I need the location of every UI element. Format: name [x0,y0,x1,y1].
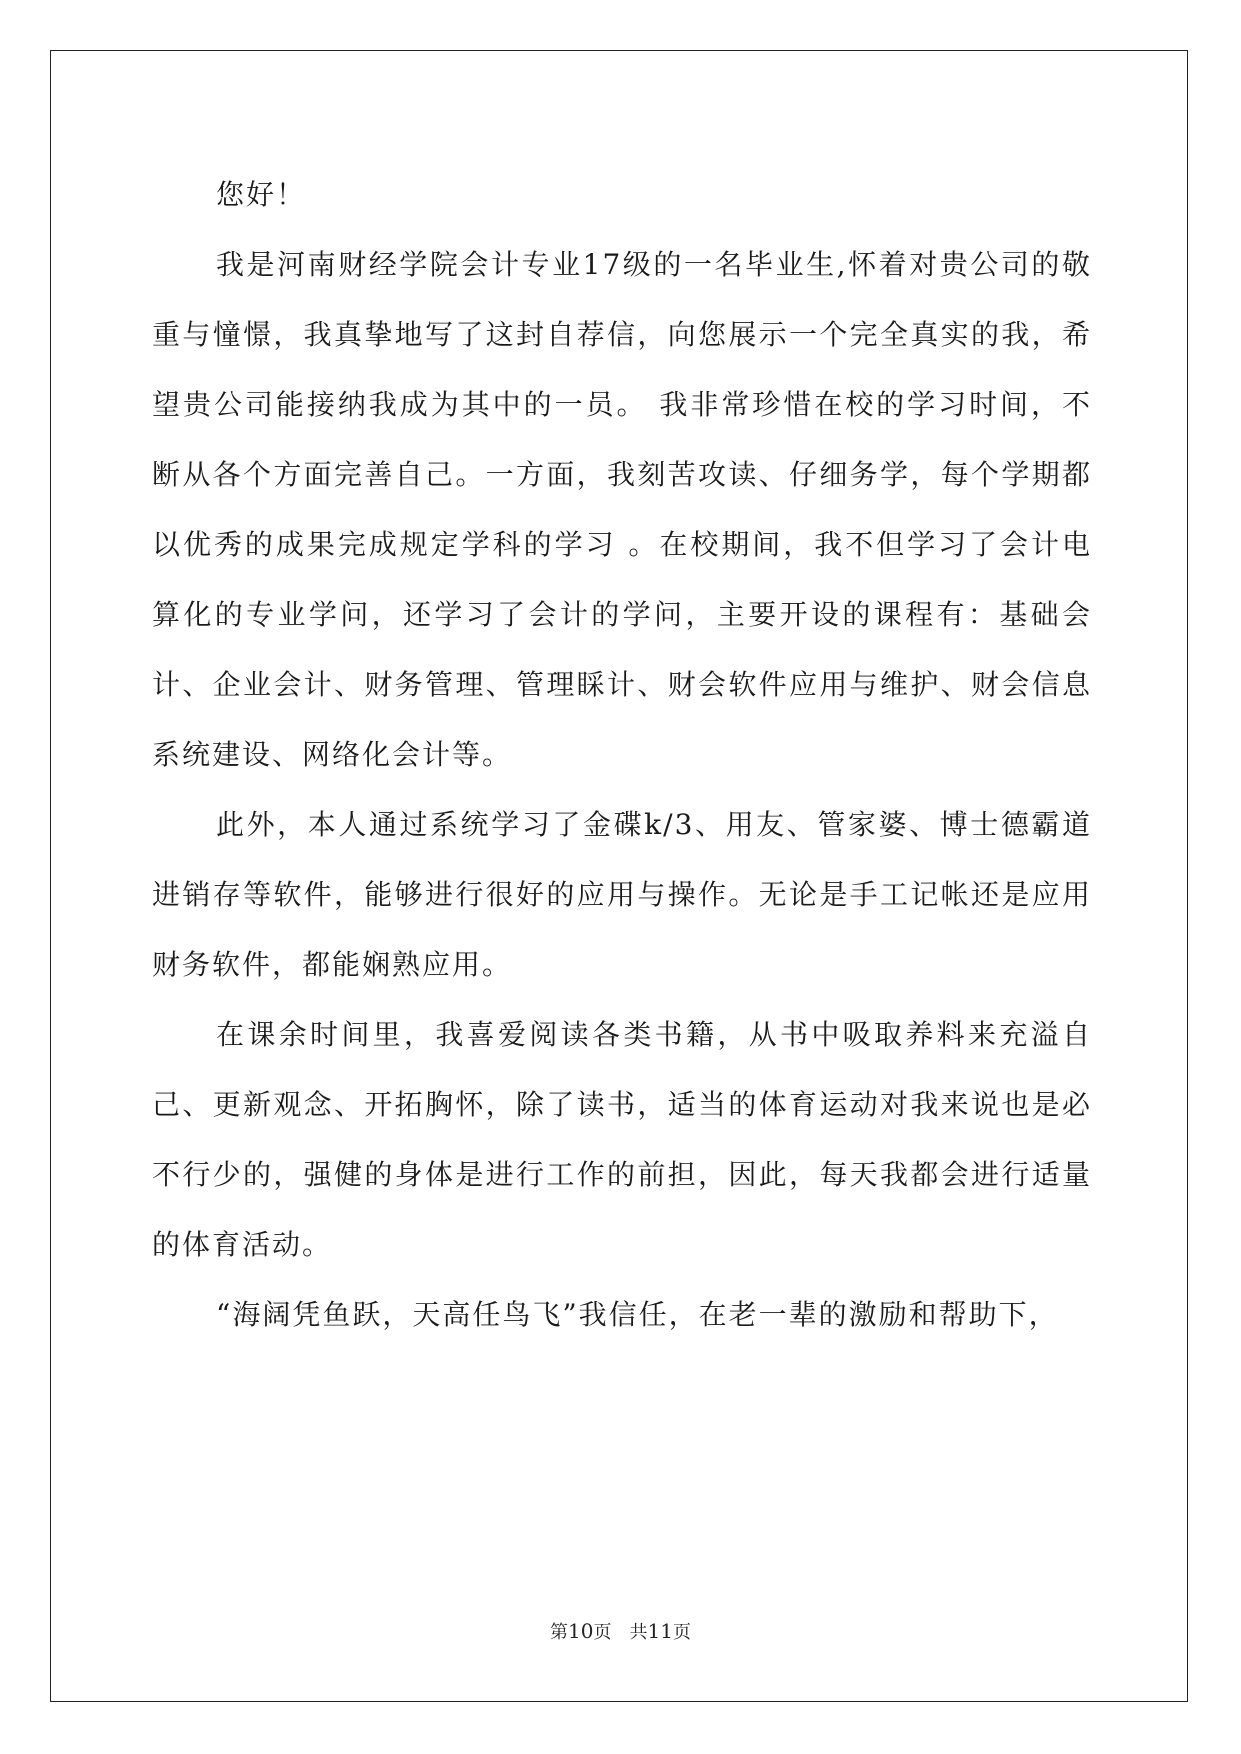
page-prefix: 第 [550,1622,569,1643]
paragraph-software-skills: 此外，本人通过系统学习了金碟k/3、用友、管家婆、博士德霸道进销存等软件，能够进行很好的应用与操作。无论是手工记帐还是应用财务软件，都能娴熟应用。 [152,808,1092,981]
page-total: 11 [647,1619,673,1643]
paragraph-extracurricular: 在课余时间里，我喜爱阅读各类书籍，从书中吸取养料来充溢自己、更新观念、开拓胸怀，除了读书，适当的体育运动对我来说也是必不行少的，强健的身体是进行工作的前担，因此，每天我都会进行适量的体育活动。 [152,1018,1092,1261]
paragraph-intro: 我是河南财经学院会计专业17级的一名毕业生,怀着对贵公司的敬重与憧憬，我真挚地写了这封自荐信，向您展示一个完全真实的我，希望贵公司能接纳我成为其中的一员。 我非常珍惜在校的学习时间，不断从各个方面完善自己。一方面，我刻苦攻读、仔细务学，每个学期都以优秀的成果完成规定学科的学习 。在校期间，我不但学习了会计电算化的专业学问，还学习了会计的学问，主要开设的课程有：基础会计、企业会计、财务管理、管理睬计、财会软件应用与维护、财会信息系统建设、网络化会计等。 [152,248,1092,771]
letter-body [152,160,1092,1350]
page-footer [0,1618,1241,1644]
paragraph-closing: “海阔凭鱼跃，天高任鸟飞”我信任，在老一辈的激励和帮助下， [216,1298,1059,1331]
page-mid: 页 [593,1622,612,1643]
total-prefix: 共 [629,1622,648,1643]
page-current: 10 [568,1619,594,1643]
greeting: 您好！ [216,178,307,211]
total-suffix: 页 [672,1622,691,1643]
